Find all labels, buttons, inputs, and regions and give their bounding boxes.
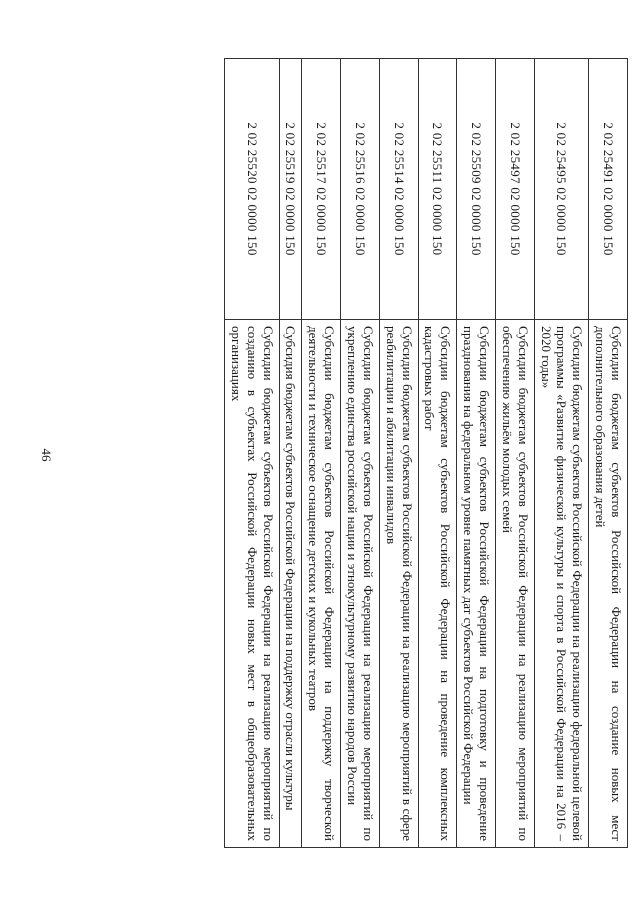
table-row [279, 59, 302, 848]
table-row [418, 59, 457, 848]
rotated-table-inner [98, 58, 628, 848]
code-cell: 2 02 25519 02 0000 150 [279, 59, 302, 320]
table-row [302, 59, 341, 848]
table-row [224, 59, 279, 848]
table-row [495, 59, 534, 848]
table-row [457, 59, 496, 848]
description-cell: Субсидии бюджетам субъектов Российской Федерации на создание новых мест дополнительного образования детей [589, 320, 628, 848]
description-cell: Субсидии бюджетам субъектов Российской Федерации на проведение комплексных кадастровых работ [418, 320, 457, 848]
description-cell: Субсидии бюджетам субъектов Российской Федерации на реализацию мероприятий в сфере реабилитации и абилитации инвалидов [379, 320, 418, 848]
code-cell: 2 02 25491 02 0000 150 [589, 59, 628, 320]
description-cell: Субсидии бюджетам субъектов Российской Федерации на реализацию мероприятий по обеспечению жильём молодых семей [495, 320, 534, 848]
code-cell: 2 02 25497 02 0000 150 [495, 59, 534, 320]
code-cell: 2 02 25509 02 0000 150 [457, 59, 496, 320]
rotated-table-region [98, 58, 628, 848]
description-cell: Субсидии бюджетам субъектов Российской Федерации на реализацию федеральной целевой программы «Развитие физической культуры и спорта в Российской Федерации на 2016 – 2020 годы» [534, 320, 589, 848]
table-row [534, 59, 589, 848]
description-cell: Субсидии бюджетам субъектов Российской Федерации на поддержку творческой деятельности и техническое оснащение детских и кукольных театров [302, 320, 341, 848]
page-number: 46 [39, 448, 54, 462]
table-body [224, 59, 627, 848]
code-cell: 2 02 25514 02 0000 150 [379, 59, 418, 320]
table-row [589, 59, 628, 848]
table-row [379, 59, 418, 848]
description-cell: Субсидии бюджетам субъектов Российской Федерации на подготовку и проведение празднования на федеральном уровне памятных дат субъектов Российской Федерации [457, 320, 496, 848]
code-cell: 2 02 25517 02 0000 150 [302, 59, 341, 320]
table-row [341, 59, 380, 848]
description-cell: Субсидия бюджетам субъектов Российской Федерации на поддержку отрасли культуры [279, 320, 302, 848]
code-cell: 2 02 25511 02 0000 150 [418, 59, 457, 320]
description-cell: Субсидии бюджетам субъектов Российской Федерации на реализацию мероприятий по укреплению единства российской нации и этнокультурному развитию народов России [341, 320, 380, 848]
code-cell: 2 02 25495 02 0000 150 [534, 59, 589, 320]
code-cell: 2 02 25516 02 0000 150 [341, 59, 380, 320]
budget-codes-table [224, 58, 628, 848]
code-cell: 2 02 25520 02 0000 150 [224, 59, 279, 320]
description-cell: Субсидии бюджетам субъектов Российской Федерации на реализацию мероприятий по созданию в субъектах Российской Федерации новых мест в общеобразовательных организациях [224, 320, 279, 848]
